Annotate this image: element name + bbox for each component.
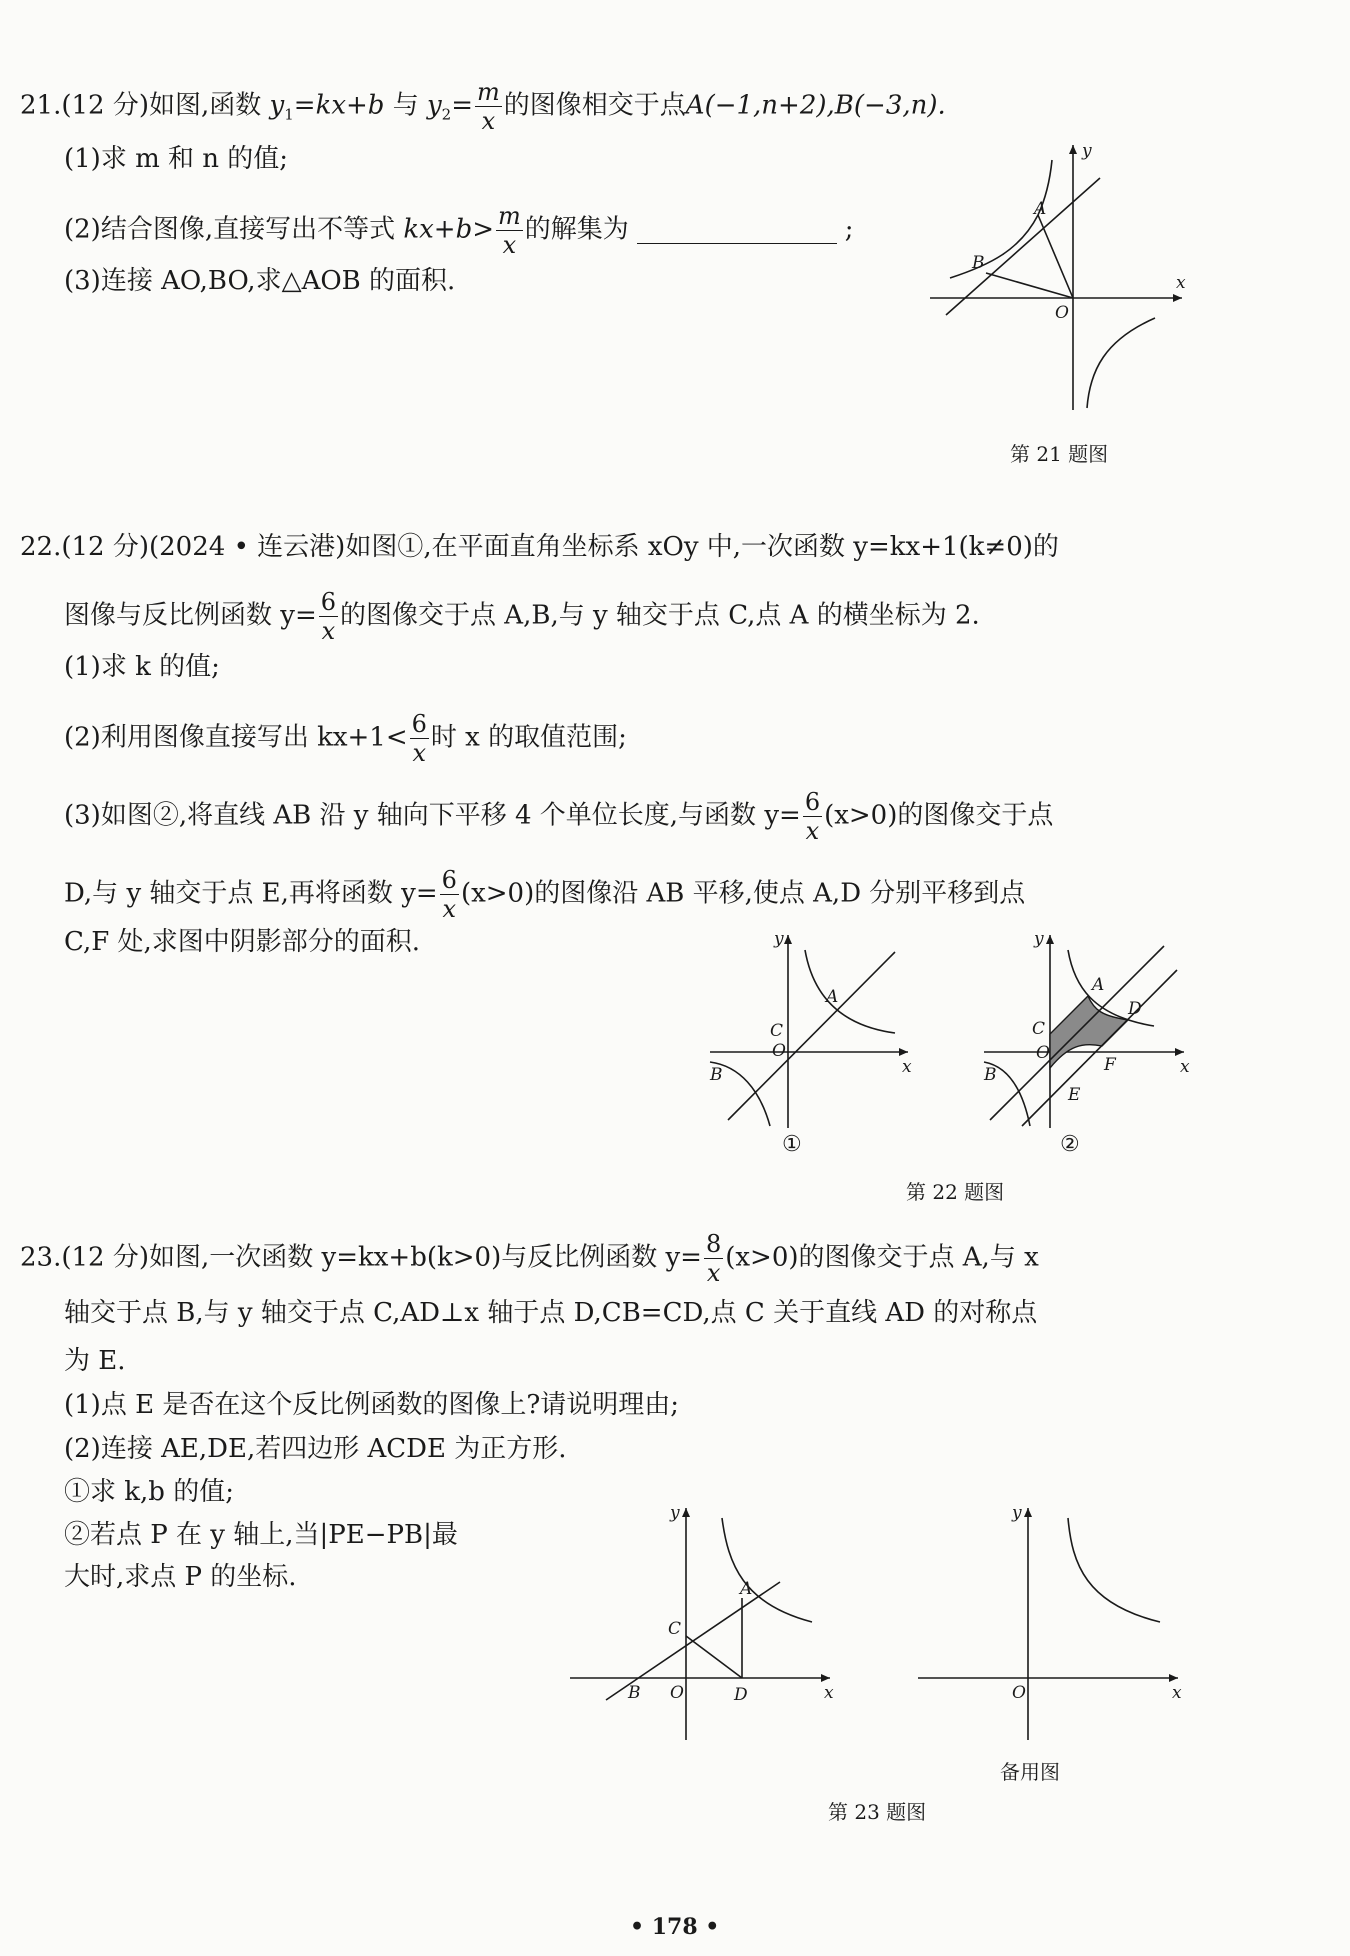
q21-figure [930, 140, 1190, 420]
svg-text:D: D [734, 1685, 748, 1705]
svg-text:y: y [1012, 1503, 1022, 1523]
q22-figure-2 [982, 930, 1192, 1130]
svg-text:y: y [774, 929, 784, 949]
svg-text:B: B [984, 1065, 997, 1085]
q23-spare-caption: 备用图 [1000, 1760, 1060, 1784]
svg-text:A: A [740, 1579, 753, 1599]
svg-text:y: y [1034, 929, 1044, 949]
svg-text:x: x [1172, 1683, 1182, 1703]
svg-text:x: x [824, 1683, 834, 1703]
point-d-label: D [1128, 999, 1142, 1019]
point-e-label: E [1068, 1085, 1081, 1105]
svg-text:O: O [670, 1683, 684, 1703]
svg-text:C: C [1032, 1019, 1046, 1039]
q23-spare-figure [916, 1504, 1186, 1744]
q21-sub1: (1)求 m 和 n 的值; [64, 144, 289, 174]
q23-stem-line1: 23.(12 分)如图,一次函数 y=kx+b(k>0)与反比例函数 y= $\frac{8}{x}$ (x>0)的图像交于点 A,与 x [20, 1230, 1039, 1287]
point-b-label: B [710, 1065, 723, 1085]
q21-figure-caption: 第 21 题图 [1010, 442, 1109, 466]
q22-stem-line2: 图像与反比例函数 y= $\frac{6}{x}$ 的图像交于点 A,B,与 y 轴交于点 C,点 A 的横坐标为 2. [64, 588, 980, 645]
point-f-label: F [1104, 1055, 1116, 1075]
q21-sub3: (3)连接 AO,BO,求△AOB 的面积. [64, 266, 456, 296]
svg-text:x: x [1180, 1057, 1190, 1077]
q21-fraction: $\frac{m}{x}$ [477, 78, 500, 135]
svg-text:O: O [772, 1041, 786, 1061]
point-c-label: C [770, 1021, 784, 1041]
q23-sub2-2-line2: 大时,求点 P 的坐标. [64, 1562, 297, 1592]
q23-stem-line3: 为 E. [64, 1346, 126, 1376]
q22-stem-line1: 22.(12 分)(2024 • 连云港)如图①,在平面直角坐标系 xOy 中,一次函数 y=kx+1(k≠0)的 [20, 532, 1059, 562]
q22-figure-1-label: ① [782, 1132, 802, 1157]
q22-sub2: (2)利用图像直接写出 kx+1< $\frac{6}{x}$ 时 x 的取值范围; [64, 710, 627, 767]
point-a-label: A [826, 987, 839, 1007]
origin-label: O [1055, 303, 1069, 323]
q23-sub2-1: ①求 k,b 的值; [64, 1477, 234, 1507]
q21-stem: 21.(12 分)如图,函数 $y_1=kx+b$ 与 $y_2=$ $\frac{m}{x}$ 的图像相交于点A(−1,n+2),B(−3,n). [20, 78, 946, 135]
page-number: • 178 • [630, 1914, 720, 1940]
q22-sub3-line3: C,F 处,求图中阴影部分的面积. [64, 927, 421, 957]
q23-sub1: (1)点 E 是否在这个反比例函数的图像上?请说明理由; [64, 1390, 680, 1420]
q23-stem-line2: 轴交于点 B,与 y 轴交于点 C,AD⊥x 轴于点 D,CB=CD,点 C 关于直线 AD 的对称点 [64, 1298, 1038, 1328]
q22-figure-1 [700, 930, 920, 1130]
q22-figure-2-label: ② [1060, 1132, 1080, 1157]
q22-sub1: (1)求 k 的值; [64, 652, 220, 682]
q22-figure-caption: 第 22 题图 [906, 1180, 1005, 1204]
svg-text:O: O [1036, 1043, 1050, 1063]
svg-text:A: A [1092, 975, 1105, 995]
q23-figure [568, 1504, 838, 1744]
point-b-label: B [972, 253, 985, 273]
q22-sub3-line2: D,与 y 轴交于点 E,再将函数 y= $\frac{6}{x}$ (x>0)的图像沿 AB 平移,使点 A,D 分别平移到点 [64, 866, 1026, 923]
answer-blank[interactable] [637, 217, 837, 244]
y-axis-label: y [1082, 141, 1092, 161]
point-a-label: A [1034, 199, 1047, 219]
svg-text:B: B [628, 1683, 641, 1703]
svg-text:y: y [670, 1503, 680, 1523]
q23-sub2-2-line1: ②若点 P 在 y 轴上,当|PE−PB|最 [64, 1520, 458, 1550]
x-axis-label: x [1176, 273, 1186, 293]
svg-text:C: C [668, 1619, 682, 1639]
q23-sub2: (2)连接 AE,DE,若四边形 ACDE 为正方形. [64, 1434, 567, 1464]
q23-figure-caption: 第 23 题图 [828, 1800, 927, 1824]
svg-text:x: x [902, 1057, 912, 1077]
q21-sub2: (2)结合图像,直接写出不等式 kx+b> $\frac{m}{x}$ 的解集为 ; [64, 202, 854, 259]
svg-text:O: O [1012, 1683, 1026, 1703]
q22-sub3-line1: (3)如图②,将直线 AB 沿 y 轴向下平移 4 个单位长度,与函数 y= $\frac{6}{x}$ (x>0)的图像交于点 [64, 788, 1054, 845]
